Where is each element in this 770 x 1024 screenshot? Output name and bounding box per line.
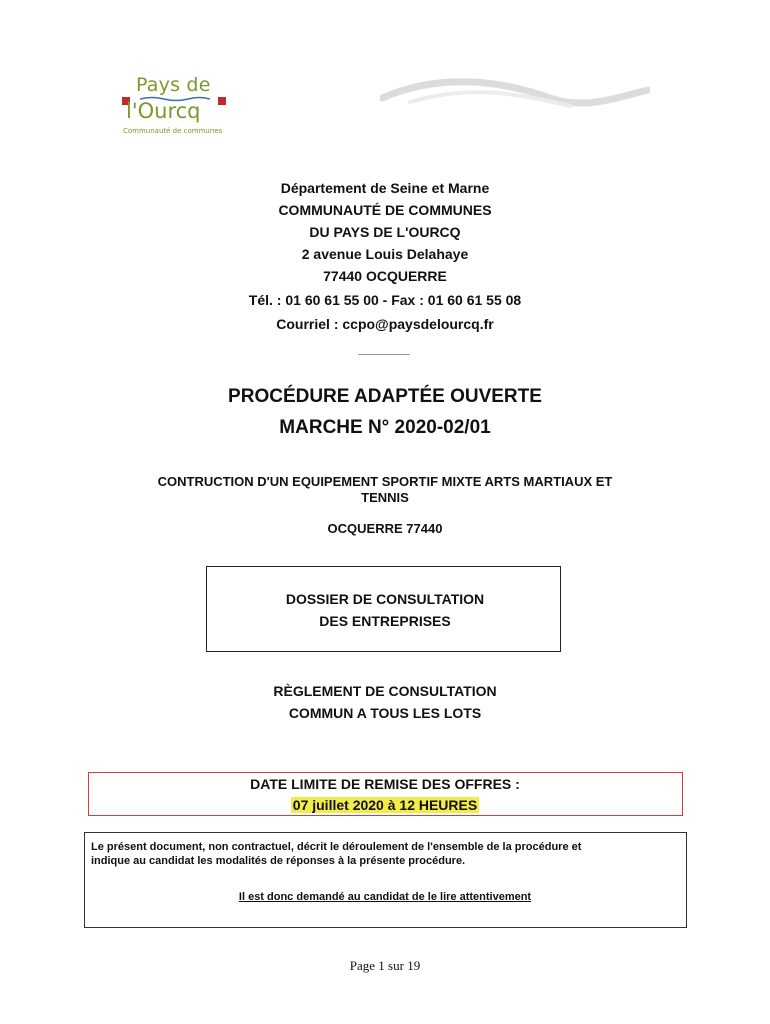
object-location: OCQUERRE 77440	[327, 521, 443, 536]
procedure-title: PROCÉDURE ADAPTÉE OUVERTE	[228, 386, 542, 407]
reglement-line2: COMMUN A TOUS LES LOTS	[288, 705, 482, 721]
logo-square-right	[218, 97, 226, 105]
notice-line2: indique au candidat les modalités de réponses à la présente procédure.	[91, 855, 466, 867]
address-email: Courriel : ccpo@paysdelourcq.fr	[276, 316, 494, 332]
notice-line1: Le présent document, non contractuel, décrit le déroulement de l'ensemble de la procédure et	[91, 841, 582, 853]
logo-text-line2: l'Ourcq	[126, 99, 201, 123]
deadline-value: 07 juillet 2020 à 12 HEURES	[292, 797, 478, 813]
dce-line2: DES ENTREPRISES	[319, 613, 451, 629]
logo-subtitle: Communauté de communes	[123, 127, 223, 135]
logo-text-line1: Pays de	[136, 74, 211, 96]
market-number: MARCHE N° 2020-02/01	[279, 417, 491, 438]
dce-box	[206, 566, 561, 652]
reglement-line1: RÈGLEMENT DE CONSULTATION	[273, 683, 497, 699]
dce-line1: DOSSIER DE CONSULTATION	[285, 591, 485, 607]
page-number: Page 1 sur 19	[349, 958, 421, 973]
notice-line3: Il est donc demandé au candidat de le lire attentivement	[238, 891, 532, 903]
address-street: 2 avenue Louis Delahaye	[301, 246, 469, 262]
object-line1: CONTRUCTION D'UN EQUIPEMENT SPORTIF MIXTE ARTS MARTIAUX ET	[157, 474, 613, 489]
address-block	[0, 177, 770, 335]
address-community-1: COMMUNAUTÉ DE COMMUNES	[278, 202, 492, 218]
decorative-swoosh-icon	[380, 68, 650, 118]
address-community-2: DU PAYS DE L'OURCQ	[309, 224, 461, 240]
separator-line	[358, 354, 410, 355]
address-city: 77440 OCQUERRE	[323, 268, 447, 284]
address-phone-fax: Tél. : 01 60 61 55 00 - Fax : 01 60 61 55 08	[248, 292, 522, 308]
object-line2: TENNIS	[361, 490, 409, 505]
deadline-value-row	[0, 797, 770, 813]
address-department: Département de Seine et Marne	[280, 180, 490, 196]
deadline-label: DATE LIMITE DE REMISE DES OFFRES :	[250, 776, 520, 792]
